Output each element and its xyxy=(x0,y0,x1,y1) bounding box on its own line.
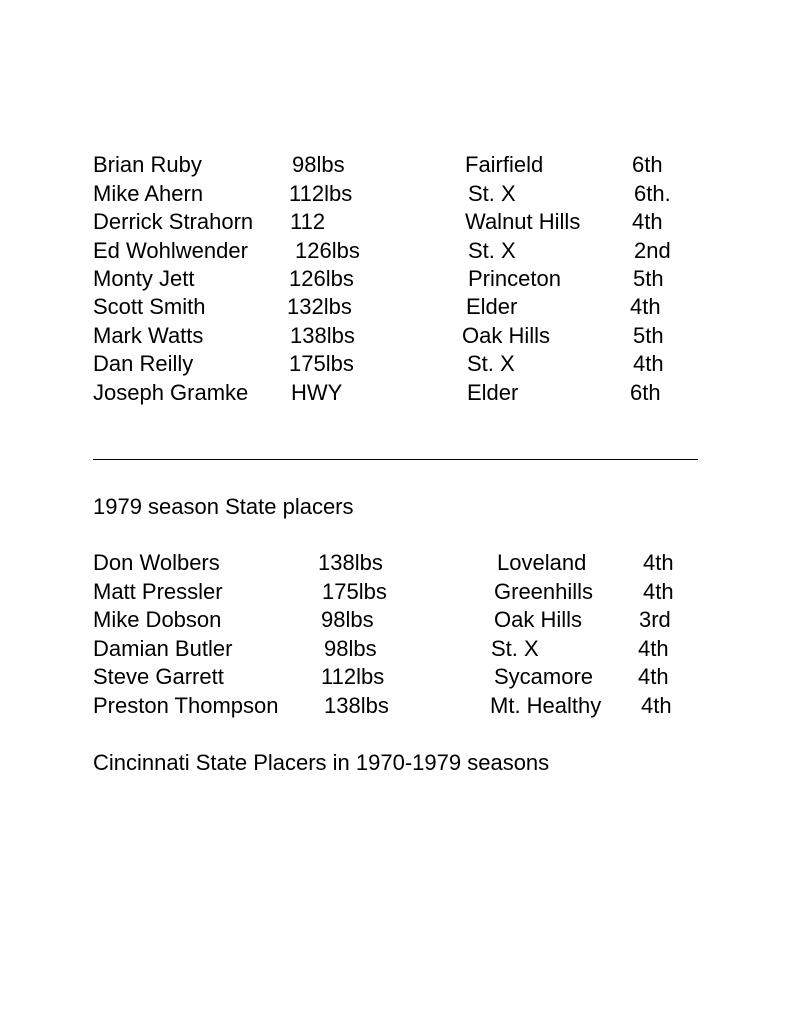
weight-class: 138lbs xyxy=(324,693,389,718)
school-name: Oak Hills xyxy=(494,607,583,632)
weight-class: 132lbs xyxy=(287,294,352,319)
wrestler-name: Steve Garrett xyxy=(93,664,224,689)
placement: 4th xyxy=(633,351,664,376)
wrestler-name: Mark Watts xyxy=(93,323,204,348)
weight-class: 175lbs xyxy=(289,351,354,376)
weight-class: 112lbs xyxy=(289,181,353,206)
school-name: Loveland xyxy=(497,550,587,575)
school-name: Elder xyxy=(467,380,519,405)
weight-class: 138lbs xyxy=(318,550,383,575)
wrestler-name: Mike Dobson xyxy=(93,607,222,632)
wrestler-name: Damian Butler xyxy=(93,636,233,661)
wrestler-name: Preston Thompson xyxy=(93,693,279,718)
placement: 4th xyxy=(638,636,669,661)
placement: 5th xyxy=(633,323,664,348)
school-name: St. X xyxy=(467,351,515,376)
school-name: Mt. Healthy xyxy=(490,693,602,718)
weight-class: HWY xyxy=(291,380,343,405)
placement: 6th xyxy=(632,152,663,177)
wrestler-name: Don Wolbers xyxy=(93,550,220,575)
weight-class: 126lbs xyxy=(289,266,354,291)
weight-class: 98lbs xyxy=(321,607,374,632)
wrestler-name: Brian Ruby xyxy=(93,152,202,177)
weight-class: 126lbs xyxy=(295,238,360,263)
placement: 4th xyxy=(643,579,674,604)
wrestler-name: Scott Smith xyxy=(93,294,206,319)
placement: 2nd xyxy=(634,238,671,263)
placement: 4th xyxy=(638,664,669,689)
placement: 6th. xyxy=(634,181,671,206)
wrestler-name: Ed Wohlwender xyxy=(93,238,248,263)
wrestler-name: Derrick Strahorn xyxy=(93,209,254,234)
weight-class: 112lbs xyxy=(321,664,385,689)
wrestler-name: Mike Ahern xyxy=(93,181,204,206)
school-name: Sycamore xyxy=(494,664,594,689)
school-name: Princeton xyxy=(468,266,561,291)
weight-class: 98lbs xyxy=(292,152,345,177)
placement: 4th xyxy=(630,294,661,319)
placement: 4th xyxy=(641,693,672,718)
school-name: Greenhills xyxy=(494,579,594,604)
wrestler-name: Joseph Gramke xyxy=(93,380,249,405)
placement: 4th xyxy=(632,209,663,234)
school-name: Walnut Hills xyxy=(465,209,581,234)
school-name: Fairfield xyxy=(465,152,544,177)
school-name: Oak Hills xyxy=(462,323,551,348)
placement: 6th xyxy=(630,380,661,405)
section-heading: 1979 season State placers xyxy=(93,494,354,519)
placement: 4th xyxy=(643,550,674,575)
wrestler-name: Matt Pressler xyxy=(93,579,223,604)
wrestler-name: Monty Jett xyxy=(93,266,195,291)
placement: 3rd xyxy=(639,607,671,632)
weight-class: 112 xyxy=(290,209,326,234)
placement: 5th xyxy=(633,266,664,291)
school-name: St. X xyxy=(468,181,516,206)
school-name: St. X xyxy=(491,636,539,661)
school-name: Elder xyxy=(466,294,518,319)
school-name: St. X xyxy=(468,238,516,263)
weight-class: 138lbs xyxy=(290,323,355,348)
wrestler-name: Dan Reilly xyxy=(93,351,194,376)
weight-class: 175lbs xyxy=(322,579,387,604)
footer-heading: Cincinnati State Placers in 1970-1979 seasons xyxy=(93,750,550,775)
horizontal-divider xyxy=(93,459,698,460)
weight-class: 98lbs xyxy=(324,636,377,661)
